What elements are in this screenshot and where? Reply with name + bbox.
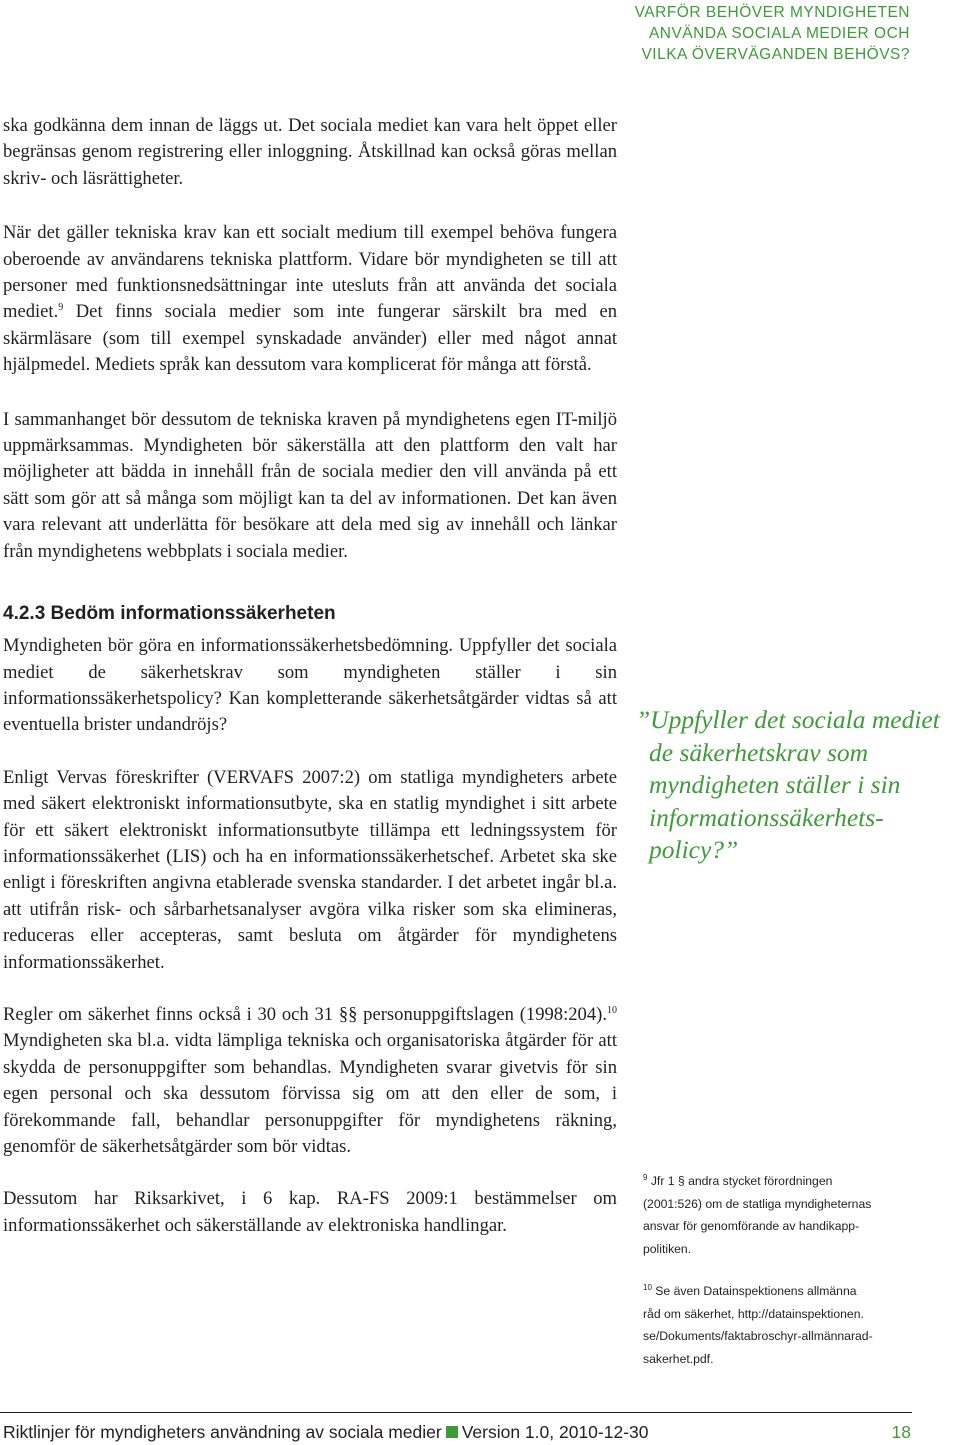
paragraph-2-part-b: Det finns sociala medier som inte fungerar särskilt bra med en skärmläsare (som till exempel synskadade använder) eller med något annat hjälpmedel. Mediets språk kan dessutom vara komplicerat för många att förstå.	[3, 301, 617, 376]
paragraph-2-part-a: När det gäller tekniska krav kan ett socialt medium till exempel behöva fungera oberoende av användarens tekniska plattform. Vidare bör myndigheten se till att personer med funktionsnedsättningar inte utesluts från att använda det sociala mediet.	[3, 222, 617, 323]
running-header	[590, 2, 910, 65]
pull-quote-line-4: informationssäkerhets-	[649, 802, 884, 832]
page-number: 18	[891, 1422, 911, 1442]
section-title: Bedöm informationssäkerheten	[50, 603, 336, 625]
paragraph-6	[3, 1002, 617, 1160]
paragraph-6-part-b: Myndigheten ska bl.a. vidta lämpliga tekniska och organisatoriska åtgärder för att skydda de personuppgifter som behandlas. Myndigheten svarar givetvis för sin egen personal och ska dessutom förvissa sig om att den eller de som, i förekommande fall, behandlar personuppgifter för myndighetens räkning, genomför de säkerhetsåtgärder som bör vidtas.	[3, 1030, 617, 1157]
paragraph-4: Myndigheten bör göra en informationssäkerhetsbedömning. Uppfyller det sociala mediet de säkerhetskrav som myndigheten ställer i sin informationssäkerhetspolicy? Kan kompletterande säkerhetsåtgärder vidtas så att eventuella brister undandröjs?	[3, 635, 617, 736]
paragraph-7: Dessutom har Riksarkivet, i 6 kap. RA-FS 2009:1 bestämmelser om informationssäkerhet och säkerställande av elektroniska handlingar.	[3, 1188, 617, 1236]
main-text-column	[3, 113, 617, 1267]
footnote-9-line-1: Jfr 1 § andra stycket förordningen	[647, 1174, 833, 1188]
section-number: 4.2.3	[3, 603, 46, 625]
green-square-icon	[446, 1426, 458, 1438]
footnote-9	[643, 1170, 943, 1260]
paragraph-6-part-a: Regler om säkerhet finns också i 30 och 31 §§ personuppgiftslagen (1998:204).	[3, 1003, 607, 1025]
footnote-10-mark: 10	[643, 1282, 652, 1292]
footnote-10-line-2: råd om säkerhet, http://datainspektionen.	[643, 1306, 864, 1321]
footnote-10-line-1: Se även Datainspektionens allmänna	[651, 1284, 857, 1298]
running-header-line-2: ANVÄNDA SOCIALA MEDIER OCH	[648, 25, 910, 42]
footer-document-title: Riktlinjer för myndigheters användning av sociala medier	[3, 1422, 442, 1442]
footer-divider	[0, 1412, 912, 1413]
running-header-line-1: VARFÖR BEHÖVER MYNDIGHETEN	[634, 4, 910, 21]
paragraph-3: I sammanhanget bör dessutom de tekniska kraven på myndighetens egen IT-miljö uppmärksammas. Myndigheten bör säkerställa att den plattform den valt har möjligheter att bädda in innehåll från de sociala medier den vill använda på ett sätt som gör att så många som möjligt kan ta del av informationen. Det kan även vara relevant att underlätta för besökare att dela med sig av innehåll och länkar från myndighetens webbplats i sociala medier.	[3, 408, 617, 562]
section-heading	[3, 601, 617, 627]
footnote-10	[643, 1280, 943, 1370]
paragraph-2	[3, 220, 617, 378]
footnote-ref-10: 10	[607, 1004, 617, 1016]
footnote-9-line-3: ansvar för genomförande av handikapp-	[643, 1219, 860, 1233]
footnote-9-line-4: politiken.	[643, 1241, 692, 1256]
footnote-10-line-3: se/Dokuments/faktabroschyr-allmännarad-	[643, 1329, 873, 1343]
pull-quote	[636, 704, 958, 867]
footnote-10-line-4: sakerhet.pdf.	[643, 1351, 714, 1366]
paragraph-5: Enligt Vervas föreskrifter (VERVAFS 2007:2) om statliga myndigheters arbete med säkert elektroniskt informationsutbyte, ska en statlig myndighet i sitt arbete för ett säkert elektroniskt informationsutbyte tillämpa ett ledningssystem för informationssäkerhet (LIS) och ha en informationssäkerhetschef. Arbetet ska ske enligt i föreskriften angivna etablerade svenska standarder. I det arbetet ingår bl.a. att utifrån risk- och sårbarhetsanalyser avgöra vilka risker som ska elimineras, reduceras eller accepteras, samt besluta om åtgärder för myndighetens informationssäkerhet.	[3, 766, 617, 973]
running-header-line-3: VILKA ÖVERVÄGANDEN BEHÖVS?	[641, 46, 910, 63]
footnote-9-line-2: (2001:526) om de statliga myndigheternas	[643, 1196, 872, 1211]
paragraph-1: ska godkänna dem innan de läggs ut. Det sociala mediet kan vara helt öppet eller begränsas genom registrering eller inloggning. Åtskillnad kan också göras mellan skriv- och läsrättigheter.	[3, 115, 617, 189]
pull-quote-line-1: ”Uppfyller det sociala mediet	[636, 705, 940, 734]
footnote-ref-9: 9	[58, 302, 64, 314]
footnotes	[643, 1170, 943, 1390]
page-footer	[3, 1420, 913, 1444]
footer-version: Version 1.0, 2010-12-30	[461, 1422, 649, 1442]
footnote-9-mark: 9	[643, 1172, 648, 1182]
pull-quote-line-3: myndigheten ställer i sin	[649, 770, 901, 799]
pull-quote-line-2: de säkerhetskrav som	[649, 737, 869, 767]
pull-quote-line-5: policy?”	[649, 835, 739, 864]
